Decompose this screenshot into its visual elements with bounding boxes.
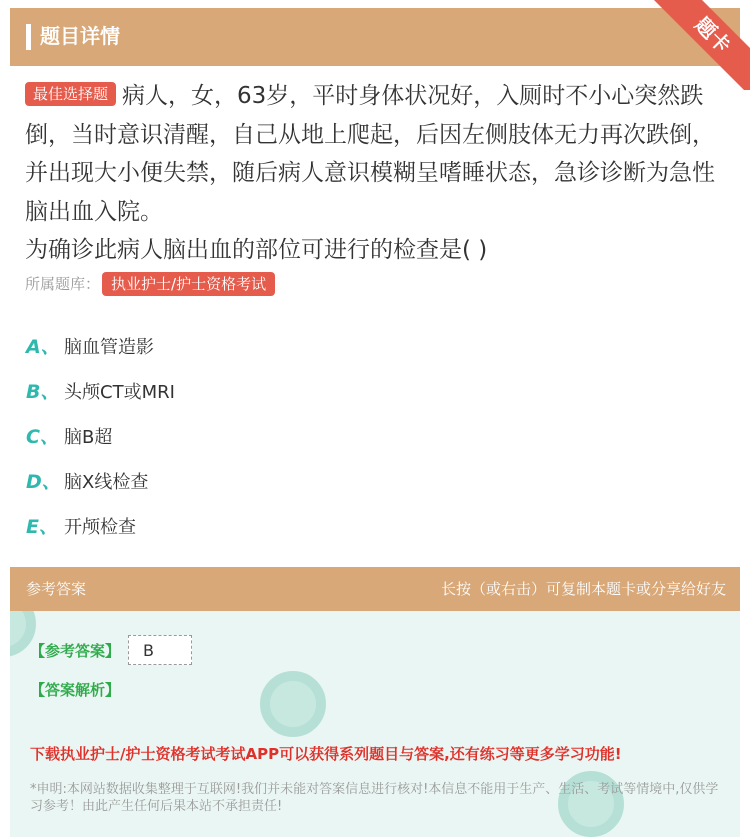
option-list [26, 323, 726, 548]
disclaimer-text: *申明:本网站数据收集整理于互联网!我们并未能对答案信息进行核对!本信息不能用于生产、生活、考试等情境中,仅供学习参考！由此产生任何后果本站不承担责任! [30, 782, 719, 814]
library-badge[interactable]: 执业护士/护士资格考试 [102, 272, 275, 296]
answer-header-title: 参考答案 [26, 580, 87, 598]
option-letter: E、 [26, 516, 58, 538]
option-text: 脑血管造影 [64, 336, 154, 358]
app-promo-link[interactable]: 下载执业护士/护士资格考试考试APP可以获得系列题目与答案,还有练习等更多学习功能! [30, 745, 622, 763]
question-ask: 为确诊此病人脑出血的部位可进行的检查是( ) [25, 237, 488, 263]
answer-analysis-label: 【答案解析】 [30, 681, 121, 699]
detail-header [10, 8, 740, 66]
page-title: 题目详情 [40, 24, 120, 48]
question-stem [25, 77, 730, 270]
option-text: 开颅检查 [64, 516, 136, 538]
option-text: 脑B超 [64, 426, 113, 448]
option-e[interactable] [26, 503, 726, 548]
reference-answer-row [30, 635, 192, 665]
question-text: 病人，女，63岁，平时身体状况好，入厕时不小心突然跌倒，当时意识清醒，自己从地上爬起，后因左侧肢体无力再次跌倒，并出现大小便失禁，随后病人意识模糊呈嗜睡状态，急诊诊断为急性脑出血入院。 [25, 83, 715, 225]
option-letter: B、 [26, 381, 60, 403]
ribbon-label: 题卡 [650, 0, 750, 90]
header-accent-bar [26, 24, 31, 50]
share-hint: 长按（或右击）可复制本题卡或分享给好友 [440, 580, 726, 598]
option-letter: A、 [26, 336, 60, 358]
option-b[interactable] [26, 368, 726, 413]
watermark-logo-icon [260, 671, 326, 737]
option-letter: D、 [26, 471, 61, 493]
option-text: 脑X线检查 [64, 471, 149, 493]
option-letter: C、 [26, 426, 59, 448]
option-text: 头颅CT或MRI [64, 381, 175, 403]
option-c[interactable] [26, 413, 726, 458]
question-library [25, 272, 275, 296]
reference-answer-value: B [128, 635, 192, 665]
library-label: 所属题库： [25, 275, 101, 293]
answer-header [10, 567, 740, 611]
answer-panel [10, 611, 740, 837]
question-type-badge: 最佳选择题 [25, 82, 116, 106]
option-d[interactable] [26, 458, 726, 503]
option-a[interactable] [26, 323, 726, 368]
reference-answer-label: 【参考答案】 [30, 641, 121, 660]
